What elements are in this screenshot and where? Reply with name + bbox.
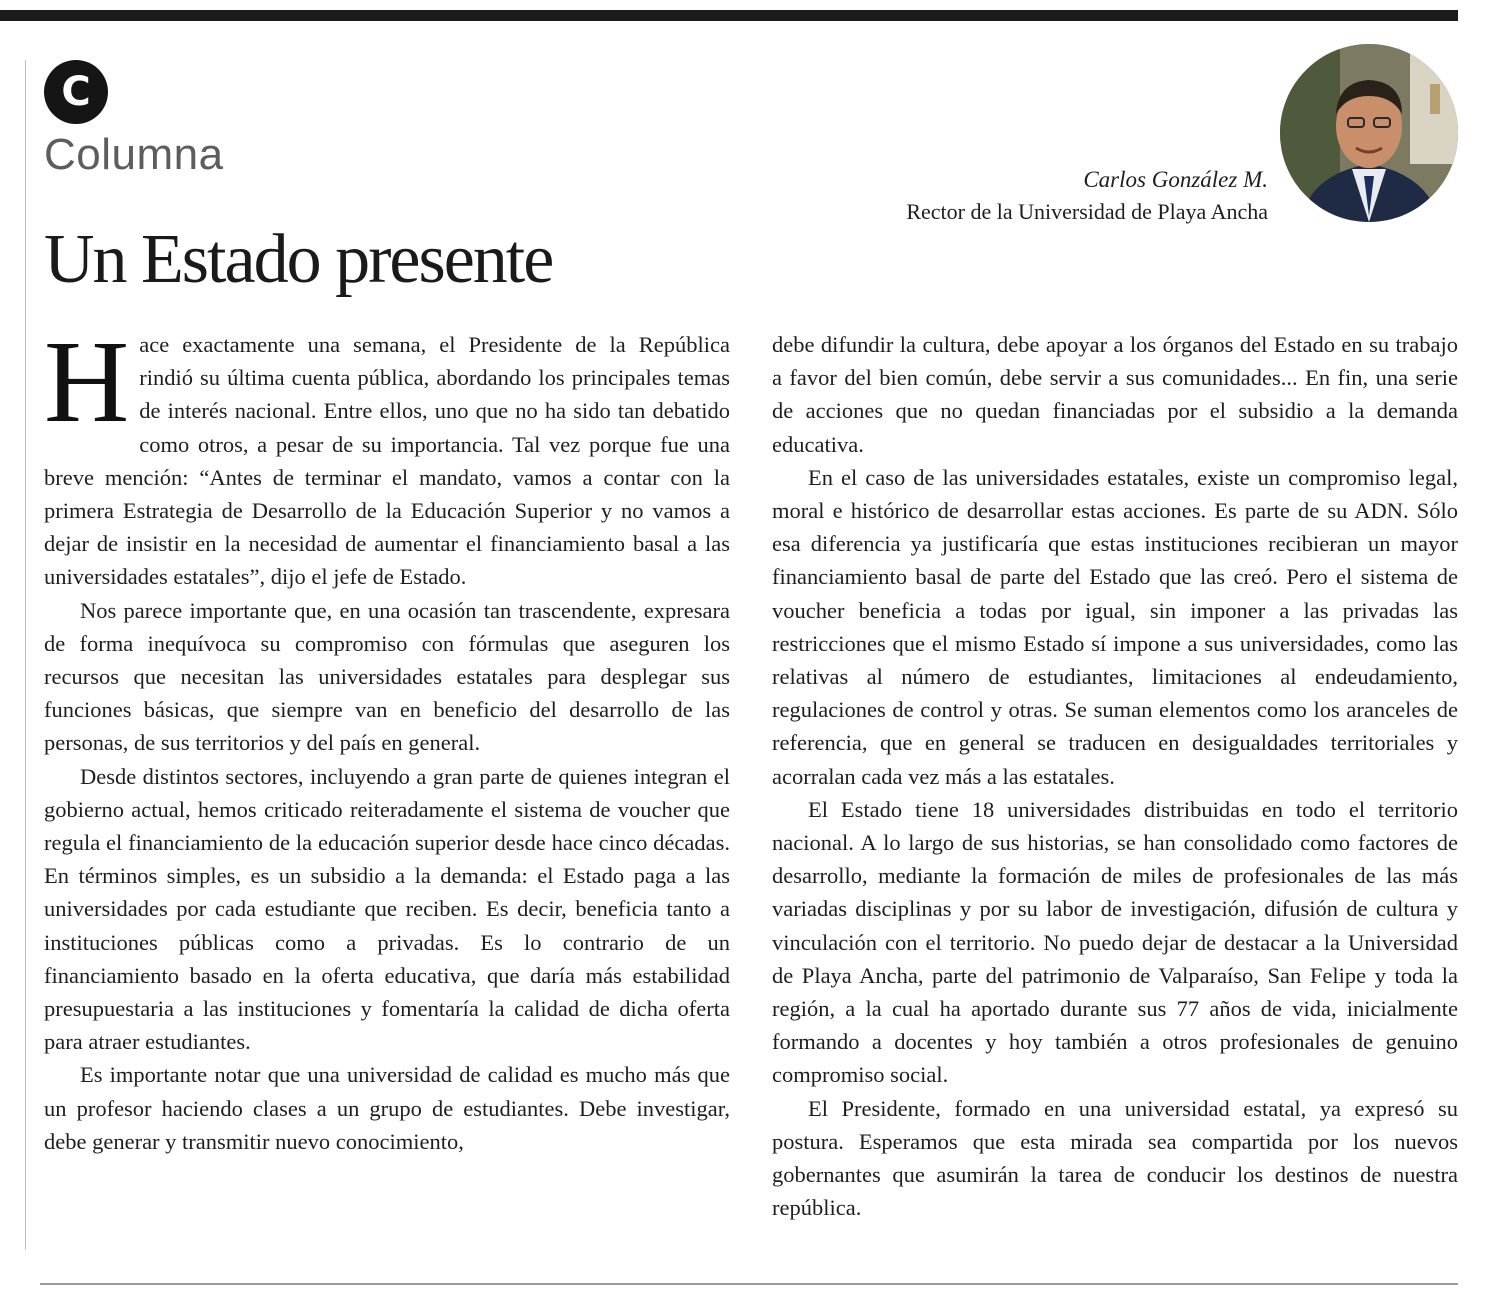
author-name: Carlos González M.	[1083, 167, 1268, 192]
paragraph: Hace exactamente una semana, el Presidente de la República rindió su última cuenta pública, abordando los principales temas de interés nacional. Entre ellos, uno que no ha sido tan debatido como otros, a pesar de su importancia. Tal vez porque fue una breve mención: “Antes de terminar el mandato, vamos a contar con la primera Estrategia de Desarrollo de la Educación Superior y no vamos a dejar de insistir en la necesidad de aumentar el financiamiento basal a las universidades estatales”, dijo el jefe de Estado.	[44, 316, 730, 590]
author-portrait-icon	[1280, 44, 1458, 222]
paragraph: debe difundir la cultura, debe apoyar a los órganos del Estado en su trabajo a favor del bien común, debe servir a sus comunidades... En fin, una serie de acciones que no quedan financiadas por el subsidio a la demanda educativa.	[772, 332, 1458, 457]
paragraph: Es importante notar que una universidad de calidad es mucho más que un profesor haciendo clases a un grupo de estudiantes. Debe investigar, debe generar y transmitir nuevo conocimiento,	[44, 1062, 730, 1154]
bottom-rule	[40, 1283, 1458, 1285]
top-rule	[0, 10, 1458, 21]
paragraph: El Presidente, formado en una universidad estatal, ya expresó su postura. Esperamos que esta mirada sea compartida por los nuevos gobernantes que asumirán la tarea de conducir los destinos de nuestra república.	[772, 1095, 1458, 1221]
paragraph: El Estado tiene 18 universidades distribuidas en todo el territorio nacional. A lo largo de sus historias, se han consolidado como factores de desarrollo, mediante la formación de miles de profesionales de las más variadas disciplinas y por su labor de investigación, difusión de cultura y vinculación con el territorio. No puedo dejar de destacar a la Universidad de Playa Ancha, parte del patrimonio de Valparaíso, San Felipe y toda la región, a la cual ha aportado durante sus 77 años de vida, inicialmente formando a docentes y hoy también a otros profesionales de genuino compromiso social.	[772, 796, 1458, 1088]
column-badge: C	[44, 60, 108, 124]
left-rule	[25, 60, 26, 1250]
section-label: Columna	[44, 130, 224, 179]
paragraph: Nos parece importante que, en una ocasión tan trascendente, expresara de forma inequívoca su compromiso con fórmulas que aseguren los recursos que necesitan las universidades estatales para desplegar sus funciones básicas, que siempre van en beneficio del desarrollo de las personas, de sus territorios y del país en general.	[44, 597, 730, 756]
article-column-2	[772, 328, 1458, 1224]
drop-cap: H	[44, 316, 130, 447]
author-role: Rector de la Universidad de Playa Ancha	[906, 199, 1268, 224]
byline	[568, 165, 1268, 229]
paragraph: Desde distintos sectores, incluyendo a gran parte de quienes integran el gobierno actual, hemos criticado reiteradamente el sistema de voucher que regula el financiamiento de la educación superior desde hace cinco décadas. En términos simples, es un subsidio a la demanda: el Estado paga a las universidades por cada estudiante que reciben. Es decir, beneficia tanto a instituciones públicas como a privadas. Es lo contrario de un financiamiento basado en la oferta educativa, que daría más estabilidad presupuestaria a las instituciones y fomentaría la calidad de dicha oferta para atraer estudiantes.	[44, 763, 730, 1055]
article-column-1	[44, 316, 730, 1158]
headline: Un Estado presente	[44, 221, 553, 298]
paragraph: En el caso de las universidades estatales, existe un compromiso legal, moral e histórico de desarrollar estas acciones. Es parte de su ADN. Sólo esa diferencia ya justificaría que estas instituciones recibieran un mayor financiamiento basal de parte del Estado que las creó. Pero el sistema de voucher beneficia a todas por igual, sin imponer a las privadas las restricciones que el mismo Estado sí impone a sus universidades, como las relativas al número de estudiantes, limitaciones al endeudamiento, regulaciones de control y otras. Se suman elementos como los aranceles de referencia, que en general se traducen en desigualdades territoriales y acorralan cada vez más a las estatales.	[772, 464, 1458, 789]
